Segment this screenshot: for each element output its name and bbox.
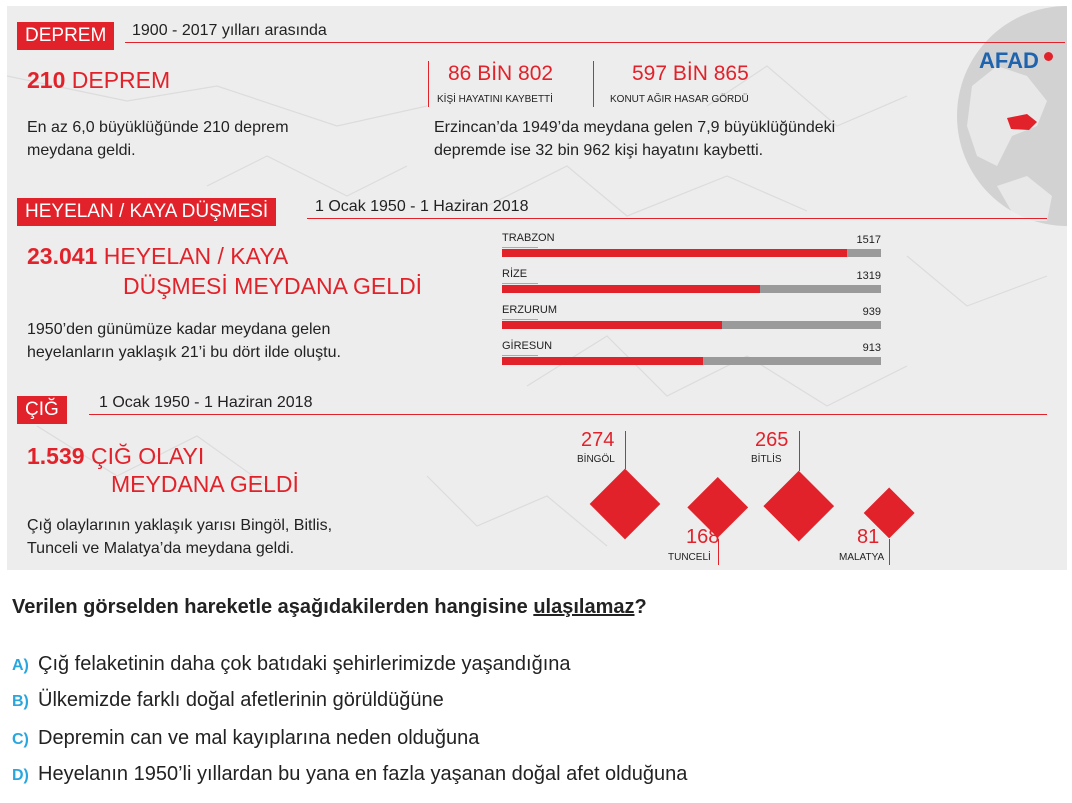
afad-logo-mark-icon: [1044, 52, 1053, 61]
option-d[interactable]: [12, 763, 687, 786]
bar-track: [502, 249, 881, 257]
heyelan-headline: 23.041 HEYELAN / KAYA: [27, 243, 289, 269]
marker-leader-line: [889, 539, 890, 565]
bar-value-label: 1319: [856, 270, 881, 282]
option-c[interactable]: [12, 727, 479, 750]
option-letter: A): [12, 657, 29, 674]
option-letter: B): [12, 693, 29, 710]
stat-deaths-value: 86 BİN 802: [448, 62, 554, 85]
option-a[interactable]: [12, 653, 571, 676]
option-b[interactable]: [12, 689, 444, 712]
bar-value-label: 939: [862, 306, 881, 318]
marker-label: MALATYA: [839, 552, 885, 563]
option-text: Ülkemizde farklı doğal afetlerinin görüldüğüne: [38, 689, 444, 711]
section-divider: [89, 414, 1047, 415]
cig-description: Çığ olaylarının yaklaşık yarısı Bingöl, Bitlis, Tunceli ve Malatya’da meydana geldi.: [27, 517, 333, 557]
bar-track: [502, 357, 881, 365]
bar-label: ERZURUM: [502, 304, 557, 316]
question-text: Verilen görselden hareketle aşağıdakilerden hangisine ulaşılamaz?: [12, 596, 647, 618]
bar: [502, 249, 847, 257]
bar: [502, 321, 722, 329]
section-badge-cig: ÇIĞ: [17, 396, 67, 424]
marker-leader-line: [799, 431, 800, 471]
marker-label: BİNGÖL: [577, 454, 615, 465]
stat-divider: [593, 61, 594, 107]
marker-label: TUNCELİ: [668, 552, 711, 563]
option-letter: C): [12, 731, 29, 748]
deprem-headline: 210 DEPREM: [27, 67, 171, 93]
question-emphasis: ulaşılamaz: [533, 596, 635, 618]
cig-headline: 1.539 ÇIĞ OLAYI: [27, 443, 205, 469]
option-text: Çığ felaketinin daha çok batıdaki şehirlerimizde yaşandığına: [38, 653, 571, 675]
stat-deaths-label: KİŞİ HAYATINI KAYBETTİ: [437, 94, 553, 105]
option-text: Heyelanın 1950’li yıllardan bu yana en fazla yaşanan doğal afet olduğuna: [38, 763, 688, 785]
bar-track: [502, 321, 881, 329]
stat-houses-value: 597 BİN 865: [632, 62, 749, 85]
deprem-period: 1900 - 2017 yılları arasında: [132, 22, 327, 39]
heyelan-headline-line2: DÜŞMESİ MEYDANA GELDİ: [123, 273, 423, 299]
bar-label-underline: [502, 355, 538, 356]
marker-label: BİTLİS: [751, 454, 782, 465]
option-text: Depremin can ve mal kayıplarına neden olduğuna: [38, 727, 480, 749]
section-badge-deprem: DEPREM: [17, 22, 114, 50]
bar: [502, 285, 760, 293]
marker-leader-line: [625, 431, 626, 469]
bar-value-label: 1517: [856, 234, 881, 246]
bar-label-underline: [502, 319, 538, 320]
heyelan-description: 1950’den günümüze kadar meydana gelen heyelanların yaklaşık 21’i bu dört ilde oluştu.: [27, 321, 341, 361]
marker-value: 168: [686, 526, 720, 548]
bar: [502, 357, 703, 365]
section-badge-heyelan: HEYELAN / KAYA DÜŞMESİ: [17, 198, 276, 226]
section-divider: [307, 218, 1047, 219]
afad-logo: AFAD: [979, 48, 1053, 74]
section-divider: [125, 42, 1065, 43]
infographic: [7, 6, 1067, 570]
bar-label-underline: [502, 283, 538, 284]
globe-icon: [957, 6, 1067, 226]
deprem-description: En az 6,0 büyüklüğünde 210 deprem meydana geldi.: [27, 119, 289, 159]
bar-label: GİRESUN: [502, 340, 553, 352]
bar-label: TRABZON: [502, 232, 555, 244]
bar-value-label: 913: [862, 342, 881, 354]
bar-label-underline: [502, 247, 538, 248]
cig-period: 1 Ocak 1950 - 1 Haziran 2018: [99, 394, 313, 411]
stat-divider: [428, 61, 429, 107]
bar-label: RİZE: [502, 268, 528, 280]
marker-value: 265: [755, 429, 789, 451]
stat-houses-label: KONUT AĞIR HASAR GÖRDÜ: [610, 94, 749, 105]
cig-headline-line2: MEYDANA GELDİ: [111, 471, 299, 497]
marker-value: 274: [581, 429, 615, 451]
marker-value: 81: [857, 526, 880, 548]
option-letter: D): [12, 767, 29, 784]
heyelan-period: 1 Ocak 1950 - 1 Haziran 2018: [315, 198, 529, 215]
bar-track: [502, 285, 881, 293]
erzincan-description: Erzincan’da 1949’da meydana gelen 7,9 büyüklüğündeki depremde ise 32 bin 962 kişi hayatını kaybetti.: [434, 119, 836, 159]
